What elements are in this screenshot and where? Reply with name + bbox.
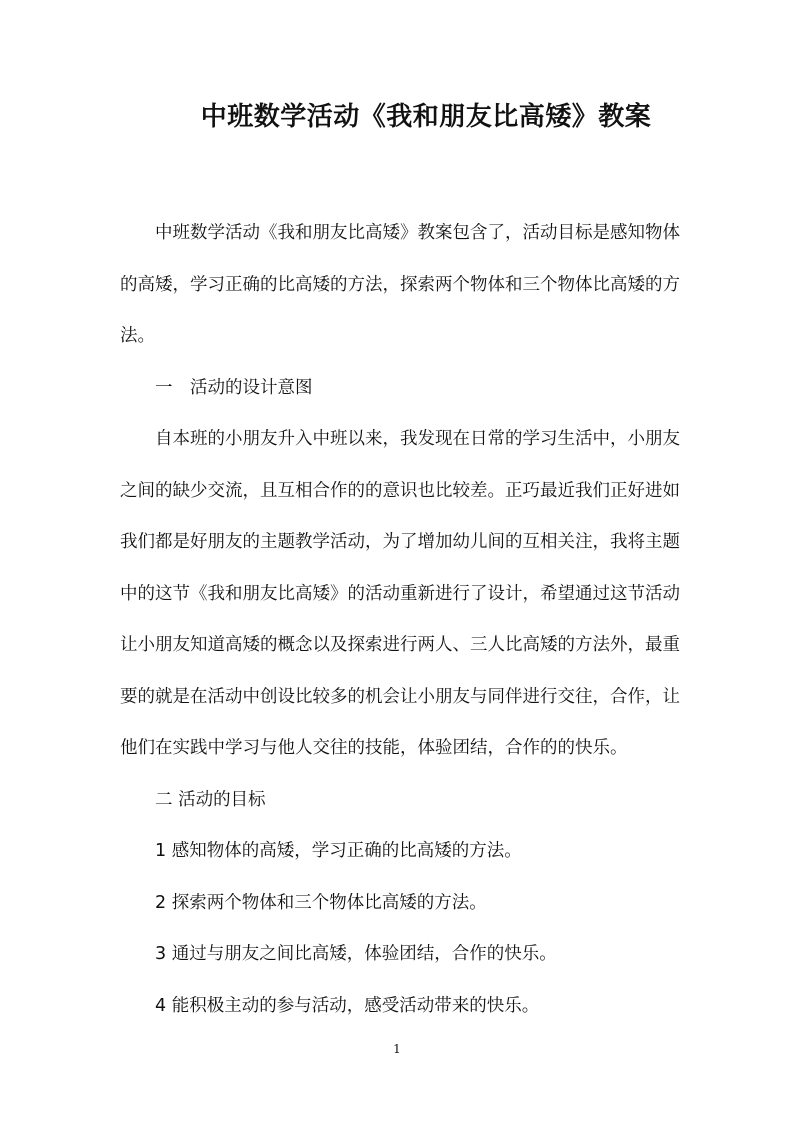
goal-item: 4 能积极主动的参与活动，感受活动带来的快乐。 (155, 995, 540, 1016)
design-intent-paragraph: 自本班的小朋友升入中班以来，我发现在日常的学习生活中，小朋友之间的缺少交流，且互相合作的的意识也比较差。正巧最近我们正好进如我们都是好朋友的主题教学活动，为了增加幼儿间的互相关注，我将主题中的这节《我和朋友比高矮》的活动重新进行了设计，希望通过这节活动让小朋友知道高矮的概念以及探索进行两人、三人比高矮的方法外，最重要的就是在活动中创设比较多的机会让小朋友与同伴进行交往，合作，让他们在实践中学习与他人交往的技能，体验团结，合作的的快乐。 (120, 429, 680, 758)
goal-item: 1 感知物体的高矮，学习正确的比高矮的方法。 (155, 841, 522, 861)
goal-item: 3 通过与朋友之间比高矮，体验团结，合作的快乐。 (155, 944, 557, 964)
intro-paragraph: 中班数学活动《我和朋友比高矮》教案包含了，活动目标是感知物体的高矮，学习正确的比高矮的方法，探索两个物体和三个物体比高矮的方法。 (120, 223, 680, 346)
document-body (120, 208, 680, 1032)
document-title: 中班数学活动《我和朋友比高矮》教案 (200, 102, 652, 132)
page-number: 1 (393, 1042, 401, 1056)
goal-item: 2 探索两个物体和三个物体比高矮的方法。 (155, 892, 487, 913)
section-heading-design-intent: 一 活动的设计意图 (155, 377, 313, 398)
section-heading-goals: 二 活动的目标 (155, 789, 266, 810)
